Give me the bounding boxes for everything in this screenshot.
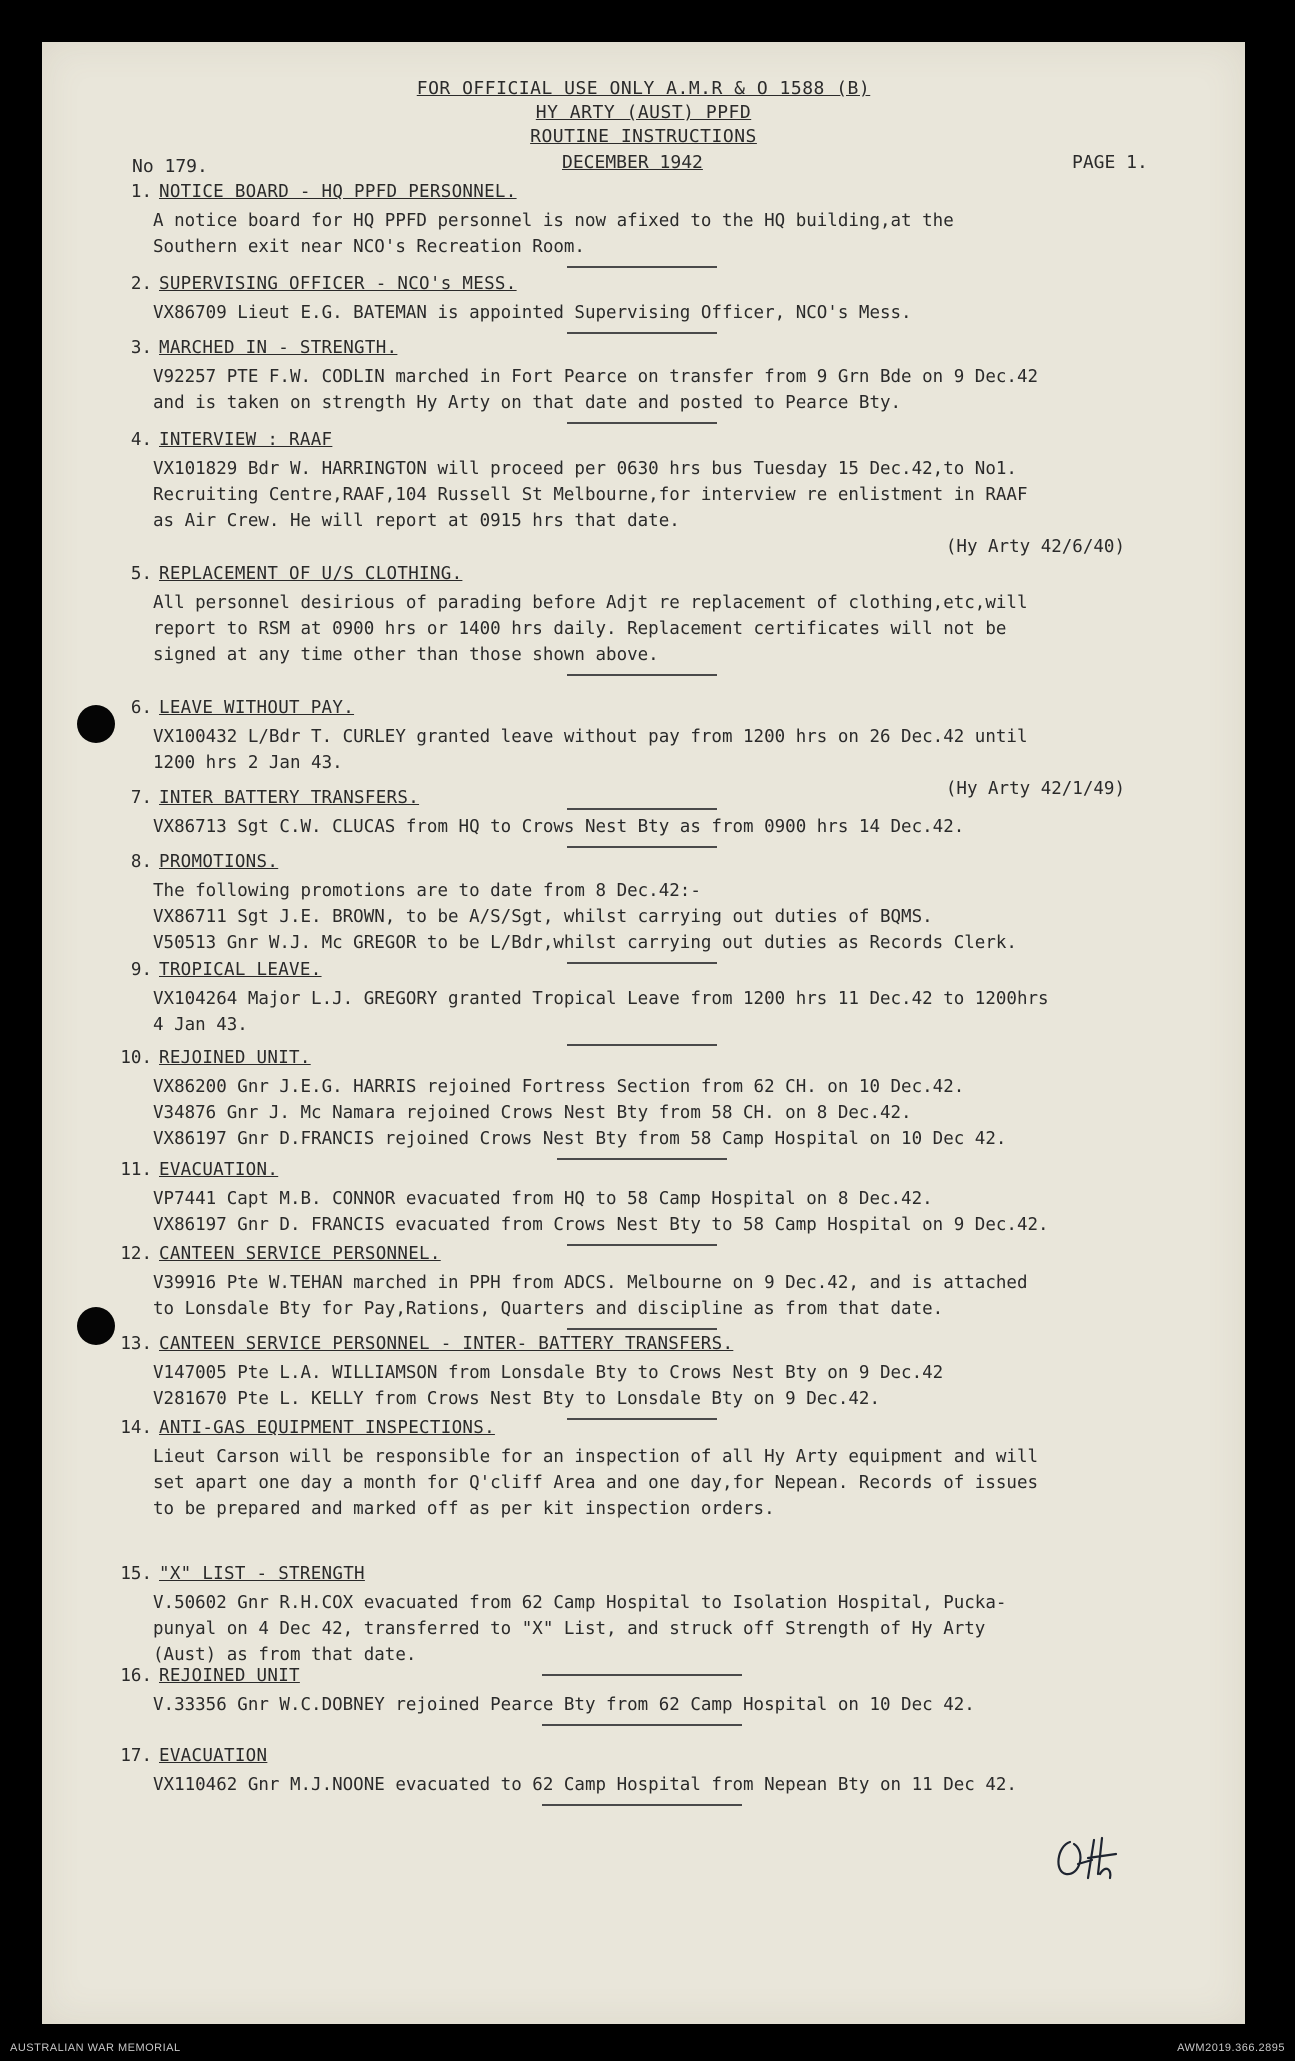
item-line: to Lonsdale Bty for Pay,Rations, Quarters and discipline as from that date. [153, 1299, 944, 1319]
item-number: 14. [120, 1418, 152, 1438]
item-number: 16. [120, 1666, 152, 1686]
item-number: 1. [130, 182, 152, 202]
item-body [153, 1444, 1205, 1522]
section-divider [567, 1328, 717, 1330]
item-body [153, 590, 1205, 668]
item-line: VX110462 Gnr M.J.NOONE evacuated to 62 Camp Hospital from Nepean Bty on 11 Dec 42. [153, 1775, 1017, 1795]
item-body [153, 1074, 1205, 1152]
item-body [153, 878, 1205, 956]
item-heading: REPLACEMENT OF U/S CLOTHING. [159, 564, 463, 584]
signature-initials [1052, 1834, 1122, 1884]
item-line: signed at any time other than those shown above. [153, 645, 659, 665]
item-heading: LEAVE WITHOUT PAY. [159, 698, 355, 718]
item-line: VX101829 Bdr W. HARRINGTON will proceed per 0630 hrs bus Tuesday 15 Dec.42,to No1. [153, 459, 1017, 479]
item-line: The following promotions are to date from 8 Dec.42:- [153, 881, 701, 901]
section-divider [557, 1158, 727, 1160]
item-line: (Aust) as from that date. [153, 1645, 417, 1665]
item-body [153, 208, 1205, 260]
archive-reference: AWM2019.366.2895 [1177, 2042, 1285, 2054]
page-number: PAGE 1. [1072, 152, 1148, 173]
item-number: 12. [120, 1244, 152, 1264]
item-line: V50513 Gnr W.J. Mc GREGOR to be L/Bdr,whilst carrying out duties as Records Clerk. [153, 933, 1017, 953]
item-heading: SUPERVISING OFFICER - NCO's MESS. [159, 274, 517, 294]
item-heading: TROPICAL LEAVE. [159, 960, 322, 980]
section-divider [567, 1244, 717, 1246]
header-line-2: HY ARTY (AUST) PPFD [535, 102, 752, 123]
document-date: DECEMBER 1942 [562, 152, 703, 173]
item-line: VX86711 Sgt J.E. BROWN, to be A/S/Sgt, whilst carrying out duties of BQMS. [153, 907, 933, 927]
instruction-number: No 179. [132, 156, 208, 177]
item-body [153, 1692, 1205, 1718]
item-heading: INTERVIEW : RAAF [159, 430, 333, 450]
item-line: 1200 hrs 2 Jan 43. [153, 753, 343, 773]
item-line: VX86713 Sgt C.W. CLUCAS from HQ to Crows Nest Bty as from 0900 hrs 14 Dec.42. [153, 817, 965, 837]
item-line: VX86200 Gnr J.E.G. HARRIS rejoined Fortress Section from 62 CH. on 10 Dec.42. [153, 1077, 965, 1097]
item-number: 3. [130, 338, 152, 358]
item-line: VX104264 Major L.J. GREGORY granted Tropical Leave from 1200 hrs 11 Dec.42 to 1200hrs [153, 989, 1049, 1009]
item-line: as Air Crew. He will report at 0915 hrs that date. [153, 511, 680, 531]
item-number: 2. [130, 274, 152, 294]
section-divider [567, 962, 717, 964]
section-divider [567, 674, 717, 676]
item-heading: MARCHED IN - STRENGTH. [159, 338, 398, 358]
item-heading: INTER BATTERY TRANSFERS. [159, 788, 420, 808]
item-line: All personnel desirious of parading before Adjt re replacement of clothing,etc,will [153, 593, 1028, 613]
item-line: V34876 Gnr J. Mc Namara rejoined Crows Nest Bty from 58 CH. on 8 Dec.42. [153, 1103, 912, 1123]
item-number: 4. [130, 430, 152, 450]
section-divider [567, 332, 717, 334]
item-line: V147005 Pte L.A. WILLIAMSON from Lonsdale Bty to Crows Nest Bty on 9 Dec.42 [153, 1363, 944, 1383]
item-line: V92257 PTE F.W. CODLIN marched in Fort Pearce on transfer from 9 Grn Bde on 9 Dec.42 [153, 367, 1039, 387]
item-body [153, 300, 1205, 326]
item-body [153, 1590, 1205, 1668]
item-body [153, 456, 1205, 560]
item-body [153, 1772, 1205, 1798]
item-number: 8. [130, 852, 152, 872]
section-divider [542, 1674, 742, 1676]
item-heading: "X" LIST - STRENGTH [159, 1564, 365, 1584]
item-heading: CANTEEN SERVICE PERSONNEL. [159, 1244, 441, 1264]
item-heading: EVACUATION [159, 1746, 268, 1766]
item-line: Recruiting Centre,RAAF,104 Russell St Melbourne,for interview re enlistment in RAAF [153, 485, 1028, 505]
item-heading: EVACUATION. [159, 1160, 279, 1180]
item-line: to be prepared and marked off as per kit inspection orders. [153, 1499, 775, 1519]
item-body [153, 1186, 1205, 1238]
item-line: VX86197 Gnr D.FRANCIS rejoined Crows Nest Bty from 58 Camp Hospital on 10 Dec 42. [153, 1129, 1007, 1149]
item-line: and is taken on strength Hy Arty on that date and posted to Pearce Bty. [153, 393, 902, 413]
item-line: punyal on 4 Dec 42, transferred to "X" List, and struck off Strength of Hy Arty [153, 1619, 986, 1639]
section-divider [567, 422, 717, 424]
section-divider [567, 266, 717, 268]
item-line: Lieut Carson will be responsible for an inspection of all Hy Arty equipment and will [153, 1447, 1039, 1467]
item-line: VX86197 Gnr D. FRANCIS evacuated from Crows Nest Bty to 58 Camp Hospital on 9 Dec.42. [153, 1215, 1049, 1235]
item-heading: PROMOTIONS. [159, 852, 279, 872]
item-number: 15. [120, 1564, 152, 1584]
section-divider [567, 808, 717, 810]
item-line: V.33356 Gnr W.C.DOBNEY rejoined Pearce Bty from 62 Camp Hospital on 10 Dec 42. [153, 1695, 975, 1715]
item-body [153, 814, 1205, 840]
item-line: report to RSM at 0900 hrs or 1400 hrs daily. Replacement certificates will not be [153, 619, 1007, 639]
archive-credit: AUSTRALIAN WAR MEMORIAL [10, 2042, 181, 2054]
section-divider [567, 1044, 717, 1046]
item-body [153, 1270, 1205, 1322]
item-heading: CANTEEN SERVICE PERSONNEL - INTER- BATTERY TRANSFERS. [159, 1334, 734, 1354]
item-heading: NOTICE BOARD - HQ PPFD PERSONNEL. [159, 182, 517, 202]
section-divider [567, 846, 717, 848]
item-line: V281670 Pte L. KELLY from Crows Nest Bty to Lonsdale Bty on 9 Dec.42. [153, 1389, 880, 1409]
file-reference: (Hy Arty 42/6/40) [945, 537, 1125, 557]
item-line: V39916 Pte W.TEHAN marched in PPH from ADCS. Melbourne on 9 Dec.42, and is attached [153, 1273, 1028, 1293]
item-number: 13. [120, 1334, 152, 1354]
item-body [153, 986, 1205, 1038]
item-heading: ANTI-GAS EQUIPMENT INSPECTIONS. [159, 1418, 495, 1438]
section-divider [567, 1418, 717, 1420]
item-body [153, 1360, 1205, 1412]
item-line: 4 Jan 43. [153, 1015, 248, 1035]
item-number: 10. [120, 1048, 152, 1068]
item-line: A notice board for HQ PPFD personnel is now afixed to the HQ building,at the [153, 211, 954, 231]
item-heading: REJOINED UNIT. [159, 1048, 311, 1068]
document-page [42, 42, 1245, 2024]
item-number: 5. [130, 564, 152, 584]
item-number: 17. [120, 1746, 152, 1766]
item-line: set apart one day a month for Q'cliff Area and one day,for Nepean. Records of issues [153, 1473, 1039, 1493]
item-line: VX86709 Lieut E.G. BATEMAN is appointed Supervising Officer, NCO's Mess. [153, 303, 912, 323]
section-divider [542, 1724, 742, 1726]
item-line: V.50602 Gnr R.H.COX evacuated from 62 Camp Hospital to Isolation Hospital, Pucka- [153, 1593, 1007, 1613]
item-body [153, 364, 1205, 416]
item-line: Southern exit near NCO's Recreation Room. [153, 237, 585, 257]
item-heading: REJOINED UNIT [159, 1666, 300, 1686]
item-line: VP7441 Capt M.B. CONNOR evacuated from HQ to 58 Camp Hospital on 8 Dec.42. [153, 1189, 933, 1209]
item-number: 9. [130, 960, 152, 980]
header-line-3: ROUTINE INSTRUCTIONS [530, 126, 757, 147]
item-line: VX100432 L/Bdr T. CURLEY granted leave without pay from 1200 hrs on 26 Dec.42 until [153, 727, 1028, 747]
file-reference: (Hy Arty 42/1/49) [945, 779, 1125, 799]
item-number: 11. [120, 1160, 152, 1180]
section-divider [542, 1804, 742, 1806]
item-number: 6. [130, 698, 152, 718]
header-line-1: FOR OFFICIAL USE ONLY A.M.R & O 1588 (B) [416, 78, 871, 99]
item-number: 7. [130, 788, 152, 808]
